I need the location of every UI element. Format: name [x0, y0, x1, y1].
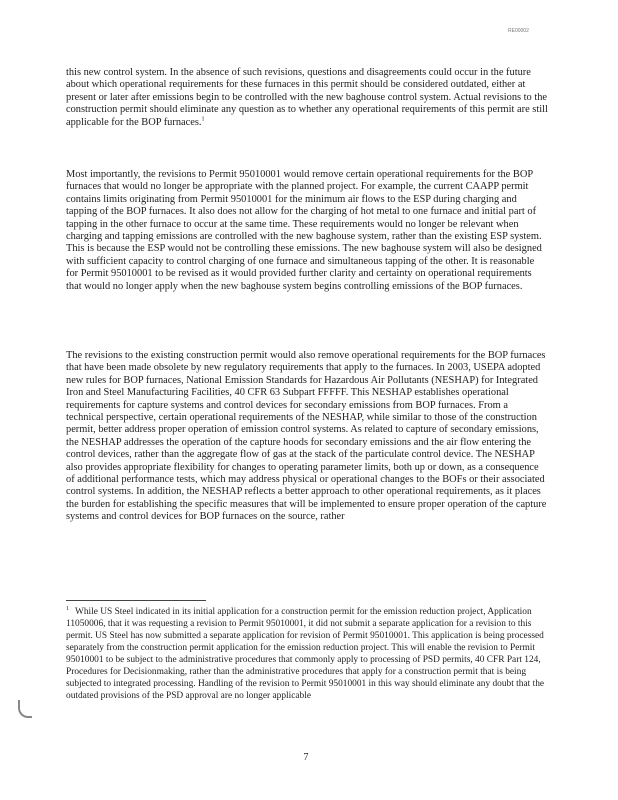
- paragraph-1-text: this new control system. In the absence of such revisions, questions and disagreements could occur in the future about which operational requirements for these furnaces in this permit should be considered outdated, either at present or later after emissions begin to be controlled with the new baghouse control system. Actual revisions to the construction permit should eliminate any question as to whether any operational requirements of this permit are still applicable for the BOP furnaces.: [66, 67, 548, 128]
- paragraph-3: The revisions to the existing construction permit would also remove operational requirements for the BOP furnaces that have been made obsolete by new regulatory requirements that apply to the furnaces. In 2003, USEPA adopted new rules for BOP furnaces, National Emission Standards for Hazardous Air Pollutants (NESHAP) for Integrated Iron and Steel Manufacturing Facilities, 40 CFR 63 Subpart FFFFF. This NESHAP establishes operational requirements for capture systems and control devices for secondary emissions from BOP furnaces. From a technical perspective, certain operational requirements of the NESHAP, while similar to those of the construction permit, better address proper operation of emission control systems. As related to capture of secondary emissions, the NESHAP addresses the operation of the capture hoods for secondary emissions and the air flow entering the control devices, rather than the aggregate flow of gas at the stack of the particulate control device. The NESHAP also provides appropriate flexibility for changes to operating parameter limits, both up or down, as a consequence of additional performance tests, which may address physical or operational changes to the BOFs or their associated control systems. In addition, the NESHAP reflects a better approach to other operational requirements, as it places the burden for establishing the specific measures that will be implemented to ensure proper operation of the capture systems and control devices for BOP furnaces on the source, rather: [66, 350, 547, 523]
- paragraph-2: Most importantly, the revisions to Permit 95010001 would remove certain operational requirements for the BOP furnaces that would no longer be appropriate with the planned project. For example, the current CAAPP permit contains limits originating from Permit 95010001 for the minimum air flows to the ESP during charging and tapping of the BOP furnaces. It also does not allow for the charging of hot metal to one furnace and initial part of tapping in the other furnace to occur at the same time. These requirements would no longer be relevant when charging and tapping emissions are controlled with the new baghouse system, rather than the existing ESP system. This is because the ESP would not be controlling these emissions. The new baghouse system will also be designed with sufficient capacity to control charging of one furnace and simultaneous tapping of the other. It is reasonable for Permit 95010001 to be revised as it would provided further clarity and certainty on operational requirements that would no longer apply when the new baghouse system begins controlling emissions of the BOP furnaces.: [66, 169, 542, 292]
- document-stamp: RE00002: [508, 28, 529, 34]
- paragraph-1: [66, 67, 548, 129]
- footnote-divider: [66, 600, 206, 601]
- page-number: 7: [303, 752, 309, 763]
- footnote: [66, 606, 546, 702]
- footnote-text: While US Steel indicated in its initial application for a construction permit for the emission reduction project, Application 11050006, that it was requesting a revision to Permit 95010001, it did not submit a separate application for a revision to this permit. US Steel has now submitted a separate application for revision of Permit 95010001. This application is being processed separately from the construction permit application for the emission reduction project. This will enable the revision to Permit 95010001 to be subject to the administrative procedures that commonly apply to processing of PSD permits, 40 CFR Part 124, Procedures for Decisionmaking, rather than the administrative procedures that apply for a construction permit that is being subjected to integrated processing. Handling of the revision to Permit 95010001 in this way should eliminate any doubt that the outdated provisions of the PSD approval are no longer applicable: [66, 607, 545, 701]
- binding-mark-icon: [18, 700, 32, 718]
- footnote-number: 1: [66, 605, 69, 612]
- footnote-reference: 1: [201, 116, 205, 123]
